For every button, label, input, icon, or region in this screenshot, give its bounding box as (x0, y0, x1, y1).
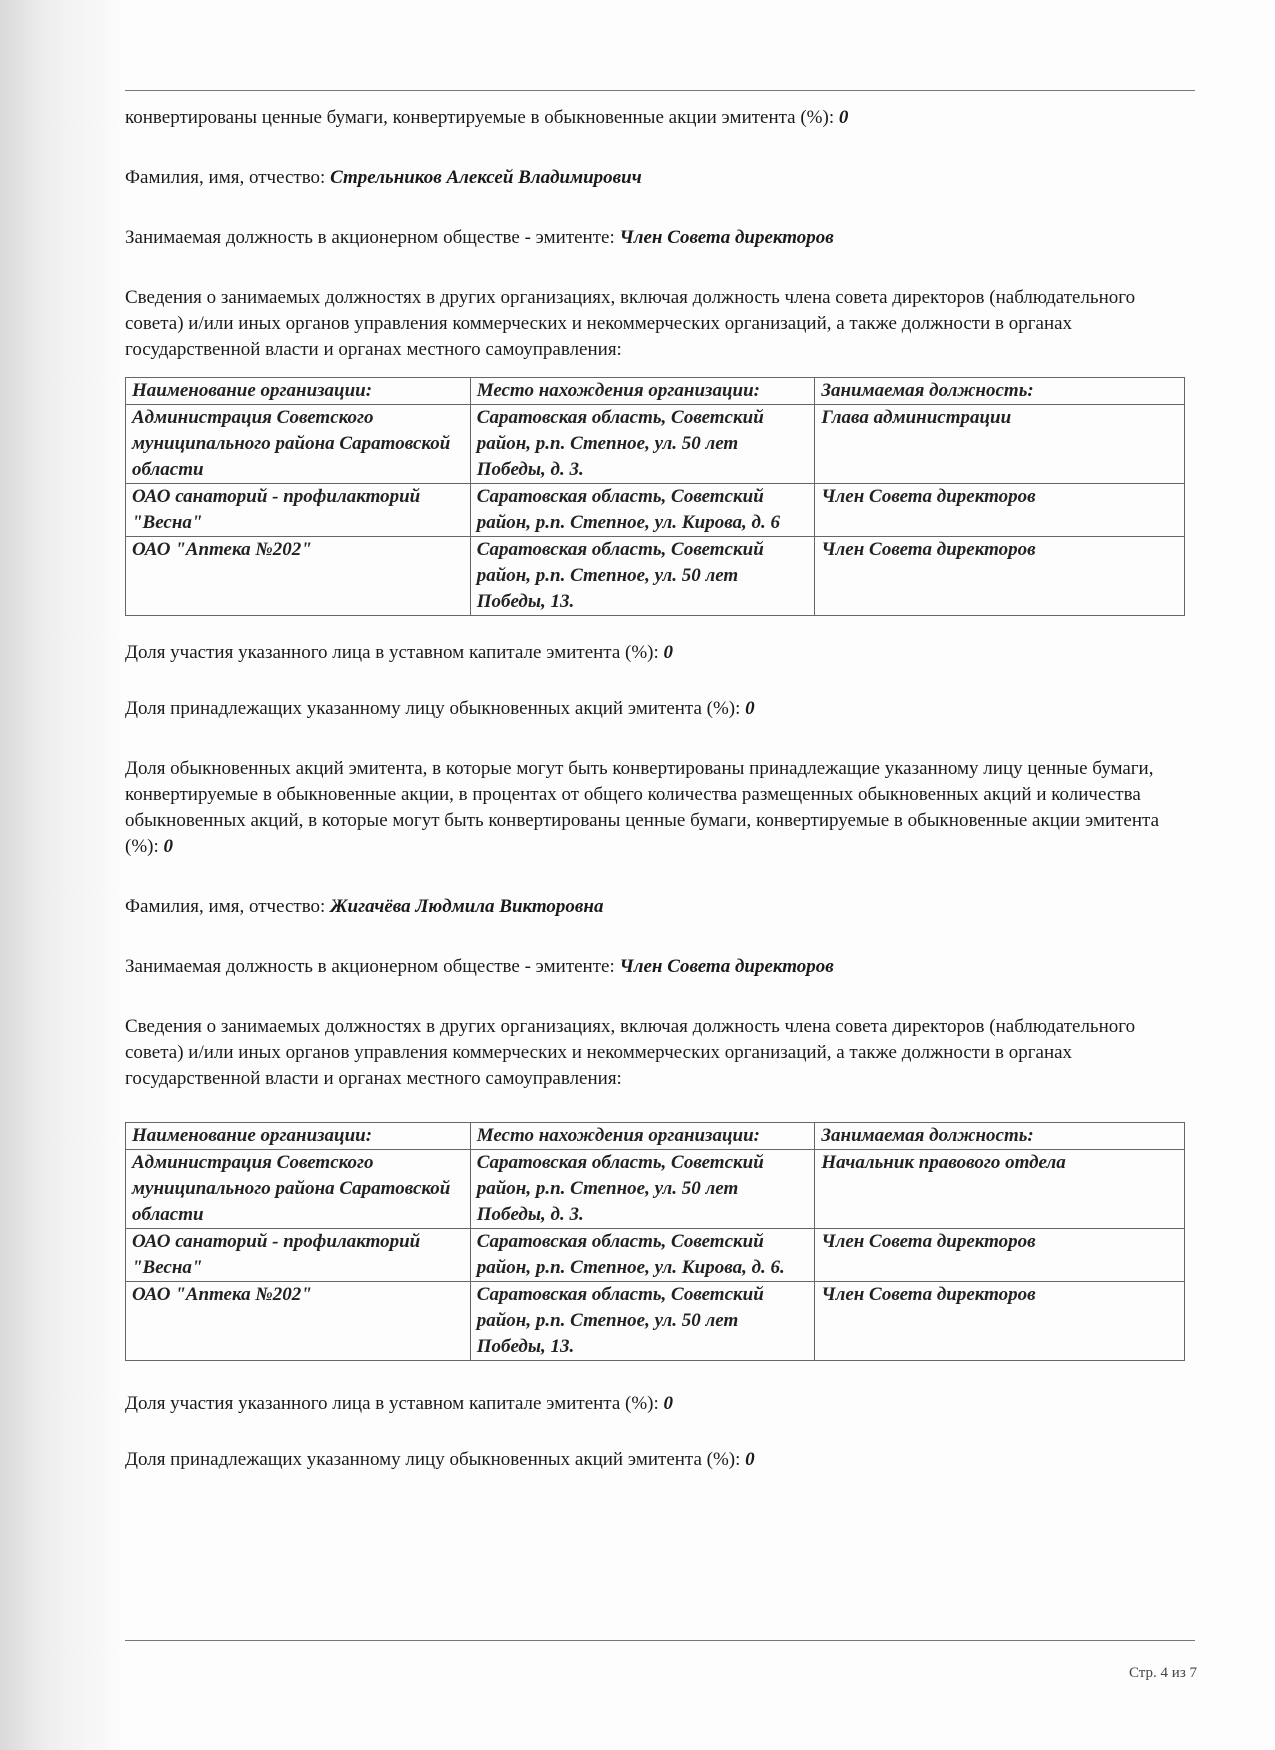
cell-location: Саратовская область, Советский район, р.п. Степное, ул. Кирова, д. 6. (470, 1229, 815, 1282)
fio-line-1 (125, 165, 1195, 191)
cell-organization: Администрация Советского муниципального района Саратовской области (126, 405, 471, 484)
convertible-text: Доля обыкновенных акций эмитента, в которые могут быть конвертированы принадлежащие указанному лицу ценные бумаги, конвертируемые в обыкновенные акции, в процентах от общего количества размещенных обыкновенных акций и количества обыкновенных акций, в которые могут быть конвертированы ценные бумаги, конвертируемые в обыкновенные акции эмитента (%): (125, 758, 1160, 857)
share-common-line-2 (125, 1447, 1195, 1473)
cell-position: Член Совета директоров (815, 537, 1185, 616)
cell-position: Член Совета директоров (815, 484, 1185, 537)
share-common-value: 0 (745, 1449, 755, 1470)
cell-location: Саратовская область, Советский район, р.п. Степное, ул. 50 лет Победы, д. 3. (470, 405, 815, 484)
cell-position: Начальник правового отдела (815, 1150, 1185, 1229)
cell-location: Саратовская область, Советский район, р.п. Степное, ул. 50 лет Победы, д. 3. (470, 1150, 815, 1229)
table-row (126, 1282, 1185, 1361)
share-capital-label: Доля участия указанного лица в уставном капитале эмитента (%): (125, 1393, 659, 1414)
other-positions-text-2: Сведения о занимаемых должностях в других организациях, включая должность члена совета директоров (наблюдательного совета) и/или иных органов управления коммерческих и некоммерческих организаций, а также должности в органах государственной власти и органах местного самоуправления: (125, 1016, 1136, 1089)
position-line-1 (125, 225, 1195, 251)
position-value: Член Совета директоров (619, 227, 834, 248)
cell-organization: Администрация Советского муниципального района Саратовской области (126, 1150, 471, 1229)
share-common-line-1 (125, 696, 1195, 722)
position-label: Занимаемая должность в акционерном обществе - эмитенте: (125, 956, 615, 977)
cell-organization: ОАО санаторий - профилакторий "Весна" (126, 484, 471, 537)
table-row (126, 405, 1185, 484)
top-rule (125, 90, 1195, 91)
positions-table-2 (125, 1122, 1185, 1361)
share-capital-line-1 (125, 640, 1195, 666)
fio-value: Жигачёва Людмила Викторовна (330, 896, 604, 917)
fio-value: Стрельников Алексей Владимирович (330, 167, 642, 188)
other-positions-text-1: Сведения о занимаемых должностях в других организациях, включая должность члена совета директоров (наблюдательного совета) и/или иных органов управления коммерческих и некоммерческих организаций, а также должности в органах государственной власти и органах местного самоуправления: (125, 287, 1136, 360)
table-header-row (126, 378, 1185, 405)
share-capital-value: 0 (663, 642, 674, 663)
top-paragraph-value: 0 (838, 107, 849, 128)
cell-organization: ОАО санаторий - профилакторий "Весна" (126, 1229, 471, 1282)
table-row (126, 484, 1185, 537)
top-paragraph-text: конвертированы ценные бумаги, конвертируемые в обыкновенные акции эмитента (%): (125, 107, 835, 128)
header-position: Занимаемая должность: (815, 378, 1185, 405)
fio-label: Фамилия, имя, отчество: (125, 167, 326, 188)
share-common-value: 0 (745, 698, 755, 719)
positions-table-1 (125, 377, 1185, 616)
share-capital-value: 0 (663, 1393, 674, 1414)
table-row (126, 1150, 1185, 1229)
table-header-row (126, 1123, 1185, 1150)
fio-line-2 (125, 894, 1195, 920)
table-row (126, 1229, 1185, 1282)
cell-organization: ОАО "Аптека №202" (126, 537, 471, 616)
position-line-2 (125, 954, 1195, 980)
position-value: Член Совета директоров (619, 956, 834, 977)
cell-position: Глава администрации (815, 405, 1185, 484)
position-label: Занимаемая должность в акционерном обществе - эмитенте: (125, 227, 615, 248)
header-position: Занимаемая должность: (815, 1123, 1185, 1150)
cell-location: Саратовская область, Советский район, р.п. Степное, ул. Кирова, д. 6 (470, 484, 815, 537)
page-content (125, 90, 1195, 1473)
header-location: Место нахождения организации: (470, 378, 815, 405)
top-paragraph (125, 105, 1195, 131)
header-organization: Наименование организации: (126, 1123, 471, 1150)
bottom-rule (125, 1640, 1195, 1641)
scan-edge-shadow (0, 0, 120, 1750)
header-location: Место нахождения организации: (470, 1123, 815, 1150)
share-common-label: Доля принадлежащих указанному лицу обыкновенных акций эмитента (%): (125, 698, 741, 719)
cell-location: Саратовская область, Советский район, р.п. Степное, ул. 50 лет Победы, 13. (470, 1282, 815, 1361)
fio-label: Фамилия, имя, отчество: (125, 896, 326, 917)
cell-location: Саратовская область, Советский район, р.п. Степное, ул. 50 лет Победы, 13. (470, 537, 815, 616)
share-common-label: Доля принадлежащих указанному лицу обыкновенных акций эмитента (%): (125, 1449, 741, 1470)
cell-organization: ОАО "Аптека №202" (126, 1282, 471, 1361)
cell-position: Член Совета директоров (815, 1229, 1185, 1282)
share-capital-label: Доля участия указанного лица в уставном капитале эмитента (%): (125, 642, 659, 663)
cell-position: Член Совета директоров (815, 1282, 1185, 1361)
convertible-value: 0 (163, 836, 174, 857)
convertible-paragraph-1 (125, 756, 1195, 860)
page-number: Стр. 4 из 7 (1129, 1665, 1197, 1681)
header-organization: Наименование организации: (126, 378, 471, 405)
table-row (126, 537, 1185, 616)
share-capital-line-2 (125, 1391, 1195, 1417)
